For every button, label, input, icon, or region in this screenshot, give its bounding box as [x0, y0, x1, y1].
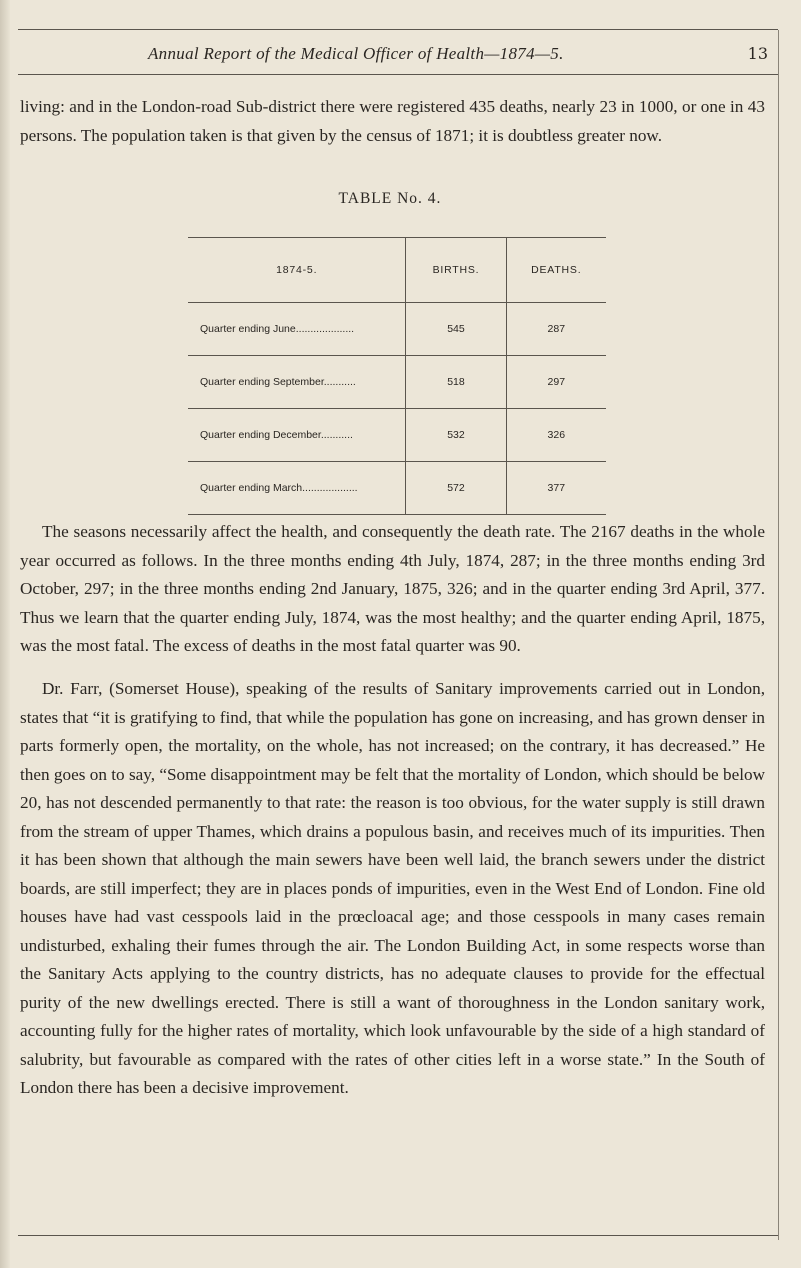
- table-row: [188, 462, 606, 515]
- row-label: Quarter ending December...........: [188, 409, 406, 462]
- row-label: Quarter ending March...................: [188, 462, 406, 515]
- running-header: [18, 38, 778, 68]
- births-value: 518: [406, 356, 506, 409]
- intro-paragraph: living: and in the London-road Sub-district there were registered 435 deaths, nearly 23 in 1000, or one in 43 persons. The population taken is that given by the census of 1871; it is doubtless greater now.: [20, 97, 765, 145]
- table-row: [188, 356, 606, 409]
- births-value: 545: [406, 303, 506, 356]
- page-right-rule: [778, 30, 779, 1240]
- farr-paragraph: Dr. Farr, (Somerset House), speaking of the results of Sanitary improvements carried out in London, states that “it is gratifying to find, that while the population has gone on increasing, and has grown denser in parts formerly open, the mortality, on the whole, has not increased; on the contrary, it has decreased.” He then goes on to say, “Some disappointment may be felt that the mortality of London, which should be below 20, has not descended permanently to that rate: the reason is too obvious, for the water supply is still drawn from the stream of upper Thames, which drains a populous basin, and receives much of its impurities. Then it has been shown that although the main sewers have been well laid, the branch sewers under the district boards, are still imperfect; they are in places ponds of impurities, even in the West End of London. Fine old houses have had vast cesspools laid in the prœcloacal age; and those cesspools in many cases remain undisturbed, exhaling their fumes through the air. The London Building Act, in some respects worse than the Sanitary Acts applying to the country districts, has no adequate clauses to provide for the effectual purity of the new dwellings erected. There is still a want of thoroughness in the London sanitary work, accounting fully for the higher rates of mortality, which look unfavourable by the side of a high standard of salubrity, but favourable as compared with the rates of other cities left in a worse state.” In the South of London there has been a decisive improvement.: [20, 679, 765, 1097]
- header-births: BIRTHS.: [406, 238, 506, 303]
- header-period: 1874-5.: [188, 238, 406, 303]
- deaths-value: 326: [506, 409, 606, 462]
- header-rule: [18, 74, 778, 75]
- table-header-row: [188, 238, 606, 303]
- running-title: Annual Report of the Medical Officer of Health—1874—5.: [148, 44, 564, 63]
- row-label: Quarter ending June....................: [188, 303, 406, 356]
- table-row: [188, 409, 606, 462]
- header-deaths: DEATHS.: [506, 238, 606, 303]
- deaths-value: 377: [506, 462, 606, 515]
- table-row: [188, 303, 606, 356]
- deaths-value: 297: [506, 356, 606, 409]
- page-number: 13: [747, 44, 768, 63]
- births-value: 572: [406, 462, 506, 515]
- seasons-paragraph: The seasons necessarily affect the health, and consequently the death rate. The 2167 deaths in the whole year occurred as follows. In the three months ending 4th July, 1874, 287; in the three months ending 3rd October, 297; in the three months ending 2nd January, 1875, 326; and in the quarter ending 3rd April, 377. Thus we learn that the quarter ending July, 1874, was the most healthy; and the quarter ending April, 1875, was the most fatal. The excess of deaths in the most fatal quarter was 90.: [20, 522, 765, 655]
- births-deaths-table: [188, 237, 606, 515]
- table-title: TABLE No. 4.: [338, 190, 442, 207]
- top-rule: [18, 29, 778, 30]
- deaths-value: 287: [506, 303, 606, 356]
- births-value: 532: [406, 409, 506, 462]
- row-label: Quarter ending September...........: [188, 356, 406, 409]
- bottom-rule: [18, 1235, 778, 1236]
